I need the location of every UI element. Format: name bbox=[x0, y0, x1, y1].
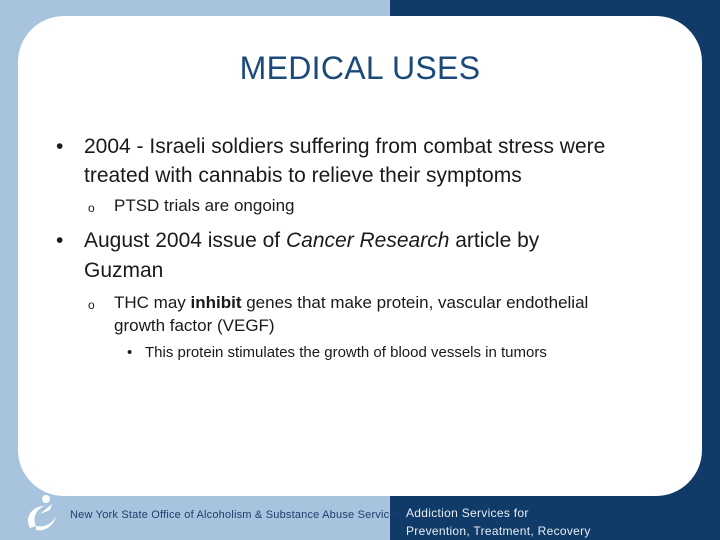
sub-bullet-2-bold: inhibit bbox=[190, 293, 242, 312]
sub-sub-bullet-1-text: This protein stimulates the growth of blood vessels in tumors bbox=[145, 344, 547, 361]
oasas-logo-icon bbox=[22, 492, 62, 536]
sub-bullet-icon: o bbox=[88, 298, 95, 312]
bullet-2-journal-name: Cancer Research bbox=[285, 229, 450, 252]
bullet-2-line-1-post: article by bbox=[449, 229, 540, 252]
sub-sub-bullet-1 bbox=[127, 343, 547, 363]
slide-title: MEDICAL USES bbox=[239, 50, 481, 86]
bullet-1-line-1: 2004 - Israeli soldiers suffering from combat stress were bbox=[84, 135, 606, 158]
footer-tagline-line-1: Addiction Services for bbox=[406, 506, 529, 520]
bullet-icon: • bbox=[127, 344, 133, 361]
sub-bullet-1 bbox=[88, 195, 295, 217]
bullet-item-1-cont bbox=[84, 161, 522, 191]
footer-tagline bbox=[406, 504, 591, 540]
bullet-item-2 bbox=[56, 226, 540, 256]
bullet-item-2-cont bbox=[84, 256, 163, 286]
bullet-item-1 bbox=[56, 132, 606, 162]
sub-bullet-2-cont bbox=[114, 315, 275, 337]
footer-tagline-line-2: Prevention, Treatment, Recovery bbox=[406, 524, 591, 538]
sub-bullet-2-post: genes that make protein, vascular endothelial bbox=[241, 293, 589, 312]
sub-bullet-2-pre: THC may bbox=[114, 293, 191, 312]
sub-bullet-2-line-2: growth factor (VEGF) bbox=[114, 316, 275, 335]
footer-org-name: New York State Office of Alcoholism & Substance Abuse Services bbox=[70, 509, 402, 521]
sub-bullet-1-text: PTSD trials are ongoing bbox=[114, 196, 295, 215]
bullet-icon: • bbox=[56, 229, 64, 252]
sub-bullet-2 bbox=[88, 292, 589, 314]
bullet-2-line-2: Guzman bbox=[84, 259, 164, 282]
sub-bullet-icon: o bbox=[88, 201, 95, 215]
bullet-2-line-1-pre: August 2004 issue of bbox=[84, 229, 286, 252]
bullet-icon: • bbox=[56, 135, 64, 158]
bullet-1-line-2: treated with cannabis to relieve their symptoms bbox=[84, 164, 522, 187]
